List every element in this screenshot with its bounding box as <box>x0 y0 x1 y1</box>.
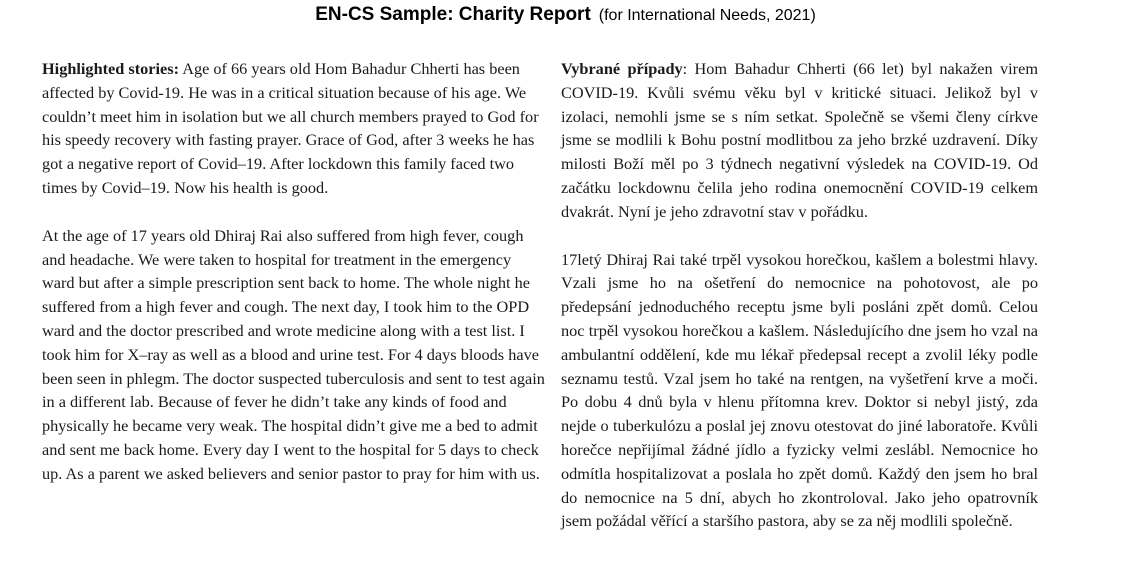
english-story-1-lead: Highlighted stories: <box>42 59 180 78</box>
czech-story-1 <box>561 57 1038 224</box>
czech-story-1-lead: Vybrané případy <box>561 59 683 78</box>
english-story-1-text: Age of 66 years old Hom Bahadur Chherti has been affected by Covid-19. He was in a critical situation because of his age. We couldn’t meet him in isolation but we all church members prayed to God for his speedy recovery with fasting prayer. Grace of God, after 3 weeks he has got a negative report of Covid–19. After lockdown this family faced two times by Covid–19. Now his health is good. <box>42 59 539 197</box>
czech-column <box>561 57 1038 533</box>
czech-story-1-text: : Hom Bahadur Chherti (66 let) byl nakažen virem COVID-19. Kvůli svému věku byl v kritické situaci. Jelikož byl v izolaci, nemohli jsme se s ním setkat. Společně se všemi členy církve jsme se modlili k Bohu postní modlitbou za jeho brzké uzdravení. Díky milosti Boží měl po 3 týdnech negativní výsledek na COVID-19. Od začátku lockdownu čelila jeho rodina onemocnění COVID-19 celkem dvakrát. Nyní je jeho zdravotní stav v pořádku. <box>561 59 1038 221</box>
report-header <box>0 4 1131 26</box>
czech-story-2: 17letý Dhiraj Rai také trpěl vysokou horečkou, kašlem a bolestmi hlavy. Vzali jsme ho na ošetření do nemocnice na pohotovost, ale po předepsání jednoduchého receptu jsme byli posláni zpět domů. Celou noc trpěl vysokou horečkou a kašlem. Následujícího dne jsem ho vzal na ambulantní oddělení, kde mu lékař předepsal recept a zvolil léky podle seznamu testů. Vzal jsem ho také na rentgen, na vyšetření krve a moči. Po dobu 4 dnů byla v hlenu přítomna krev. Doktor si nebyl jistý, zda nejde o tuberkulózu a poslal jej znovu otestovat do jiné laboratoře. Kvůli horečce nepřijímal žádné jídlo a fyzicky velmi zeslábl. Nemocnice ho odmítla hospitalizovat a poslala ho zpět domů. Každý den jsem ho bral do nemocnice na 5 dní, abych ho zkontroloval. Jako jeho opatrovník jsem požádal věřící a staršího pastora, aby se za něj modlili společně. <box>561 249 1038 531</box>
page-title: EN-CS Sample: Charity Report <box>315 4 591 25</box>
page-subtitle: (for International Needs, 2021) <box>598 7 816 24</box>
english-story-2: At the age of 17 years old Dhiraj Rai also suffered from high fever, cough and headache. We were taken to hospital for treatment in the emergency ward but after a simple prescription sent back to home. The whole night he suffered from a high fever and cough. The next day, I took him to the OPD ward and the doctor prescribed and wrote medicine along with a test list. I took him for X–ray as well as a blood and urine test. For 4 days bloods have been seen in phlegm. The doctor suspected tuberculosis and sent to test again in a different lab. Because of fever he didn’t take any kinds of food and physically he became very weak. The hospital didn’t give me a bed to admit and sent me back home. Every day I went to the hospital for 5 days to check up. As a parent we asked believers and senior pastor to pray for him with us. <box>42 225 545 483</box>
english-column <box>42 57 545 486</box>
english-story-1 <box>42 57 545 200</box>
